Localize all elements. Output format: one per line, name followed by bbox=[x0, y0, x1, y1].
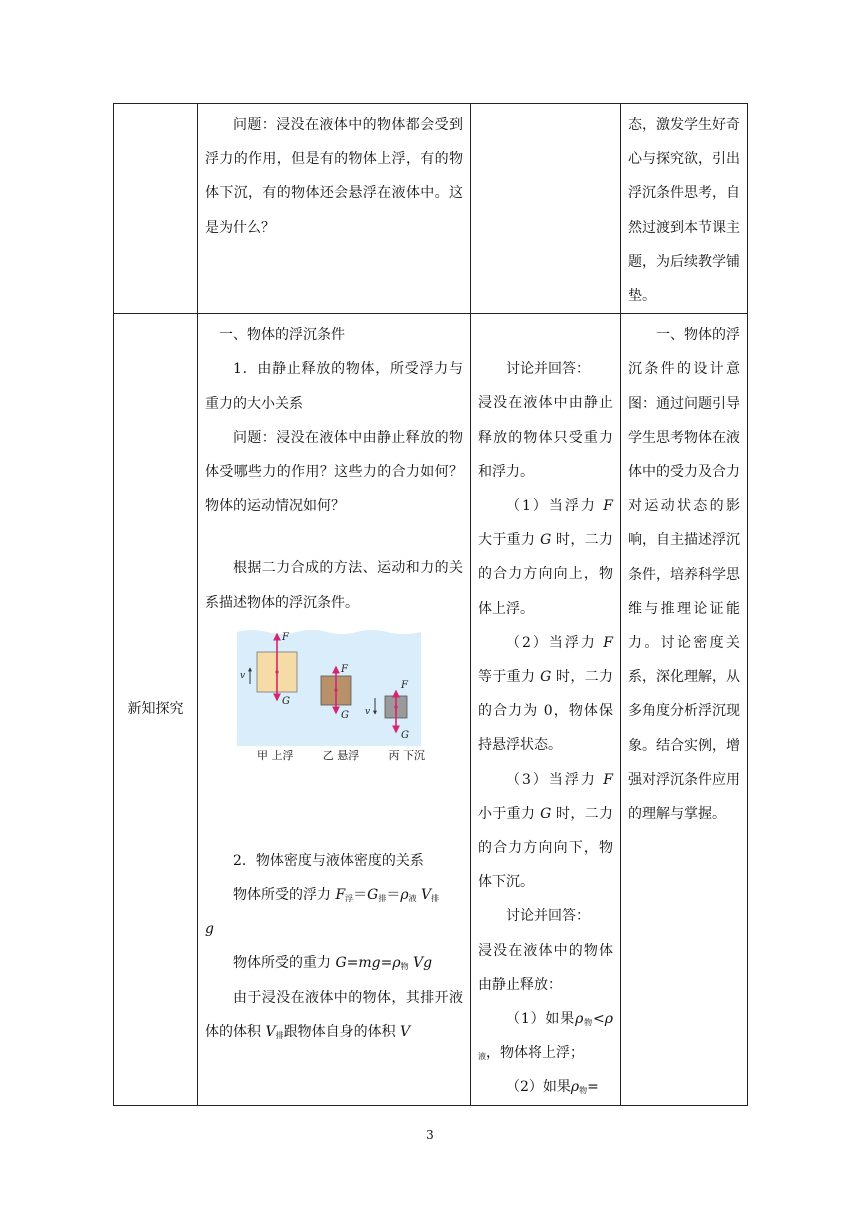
design-intent-text: 一、物体的浮沉条件的设计意图：通过问题引导学生思考物体在液体中的受力及合力对运动状态的影响，自主描述浮沉条件，培养科学思维与推理论证能力。讨论密度关系，深化理解，从多角度分析浮沉现象。结合实例，增强对浮沉条件应用的理解与掌握。 bbox=[628, 327, 740, 823]
label-F-3: F bbox=[401, 679, 408, 691]
subheading-2: 2．物体密度与液体密度的关系 bbox=[233, 852, 424, 869]
stage-cell bbox=[114, 314, 198, 1105]
label-v-1: v bbox=[240, 670, 246, 681]
table-row-intro bbox=[114, 104, 748, 314]
stage-label: 新知探究 bbox=[127, 701, 184, 718]
student-activity-cell bbox=[471, 314, 621, 1105]
question-text: 问题：浸没在液体中的物体都会受到浮力的作用，但是有的物体上浮，有的物体下沉，有的物体还会悬浮在液体中。这是为什么？ bbox=[205, 117, 463, 236]
buoyancy-formula-line: 物体所受的浮力 $F_浮=G_排=\rho_液$ $V_排$ g bbox=[205, 887, 440, 938]
paragraph-describe: 根据二力合成的方法、运动和力的关系描述物体的浮沉条件。 bbox=[205, 560, 463, 611]
figure-captions bbox=[257, 746, 425, 766]
condition-2: （2）当浮力 F 等于重力 G 时，二力的合力为 0，物体保持悬浮状态。 bbox=[478, 634, 614, 754]
condition-3: （3）当浮力 F 小于重力 G 时，二力的合力方向向下，物体下沉。 bbox=[478, 771, 614, 891]
density-case-2: （2）如果$\rho_物=$ bbox=[506, 1079, 599, 1096]
volume-relation-line: 由于浸没在液体中的物体，其排开液体的体积 $V_排$跟物体自身的体积 V bbox=[205, 989, 463, 1040]
spacer bbox=[205, 766, 463, 844]
discussion-body-2: 浸没在液体中的物体由静止释放： bbox=[478, 942, 613, 993]
subheading-1: 1．由静止释放的物体，所受浮力与重力的大小关系 bbox=[205, 361, 463, 412]
label-F-2: F bbox=[341, 663, 348, 675]
caption-float: 甲 上浮 bbox=[257, 748, 294, 762]
lesson-plan-table bbox=[113, 103, 748, 1106]
caption-sink: 丙 下沉 bbox=[388, 748, 425, 762]
label-F-1: F bbox=[282, 631, 289, 643]
table-row-new-knowledge bbox=[114, 314, 748, 1105]
float-sink-figure bbox=[237, 628, 425, 766]
label-G-1: G bbox=[282, 695, 290, 707]
design-intent-cell bbox=[621, 104, 748, 314]
discussion-heading-2: 讨论并回答： bbox=[506, 908, 590, 925]
teacher-activity-cell bbox=[198, 314, 471, 1105]
design-intent-text: 态，激发学生好奇心与探究欲，引出浮沉条件思考，自然过渡到本节课主题，为后续教学铺垫。 bbox=[628, 117, 740, 305]
spacer bbox=[478, 318, 613, 352]
condition-1: （1）当浮力 F 大于重力 G 时，二力的合力方向向上，物体上浮。 bbox=[478, 498, 614, 617]
design-intent-cell bbox=[621, 314, 748, 1105]
density-case-1: （1）如果$\rho_物<\rho_液$，物体将上浮； bbox=[478, 1011, 613, 1062]
gravity-formula-line: 物体所受的重力 $G=mg=\rho_物$ Vg bbox=[233, 955, 433, 972]
discussion-body-1: 浸没在液体中由静止释放的物体只受重力和浮力。 bbox=[478, 395, 613, 480]
label-G-2: G bbox=[341, 709, 349, 721]
label-G-3: G bbox=[401, 729, 409, 741]
question-1: 问题：浸没在液体中由静止释放的物体受哪些力的作用？这些力的合力如何？物体的运动情况如何？ bbox=[205, 429, 463, 515]
float-sink-diagram bbox=[237, 628, 421, 746]
discussion-heading-1: 讨论并回答： bbox=[506, 361, 590, 378]
stage-cell-empty bbox=[114, 104, 198, 314]
teacher-activity-cell bbox=[198, 104, 471, 314]
section-heading: 一、物体的浮沉条件 bbox=[219, 327, 345, 344]
label-v-3: v bbox=[365, 706, 371, 717]
page-number: 3 bbox=[426, 1128, 434, 1142]
spacer bbox=[205, 523, 463, 551]
student-activity-cell bbox=[471, 104, 621, 314]
caption-suspend: 乙 悬浮 bbox=[322, 748, 360, 762]
